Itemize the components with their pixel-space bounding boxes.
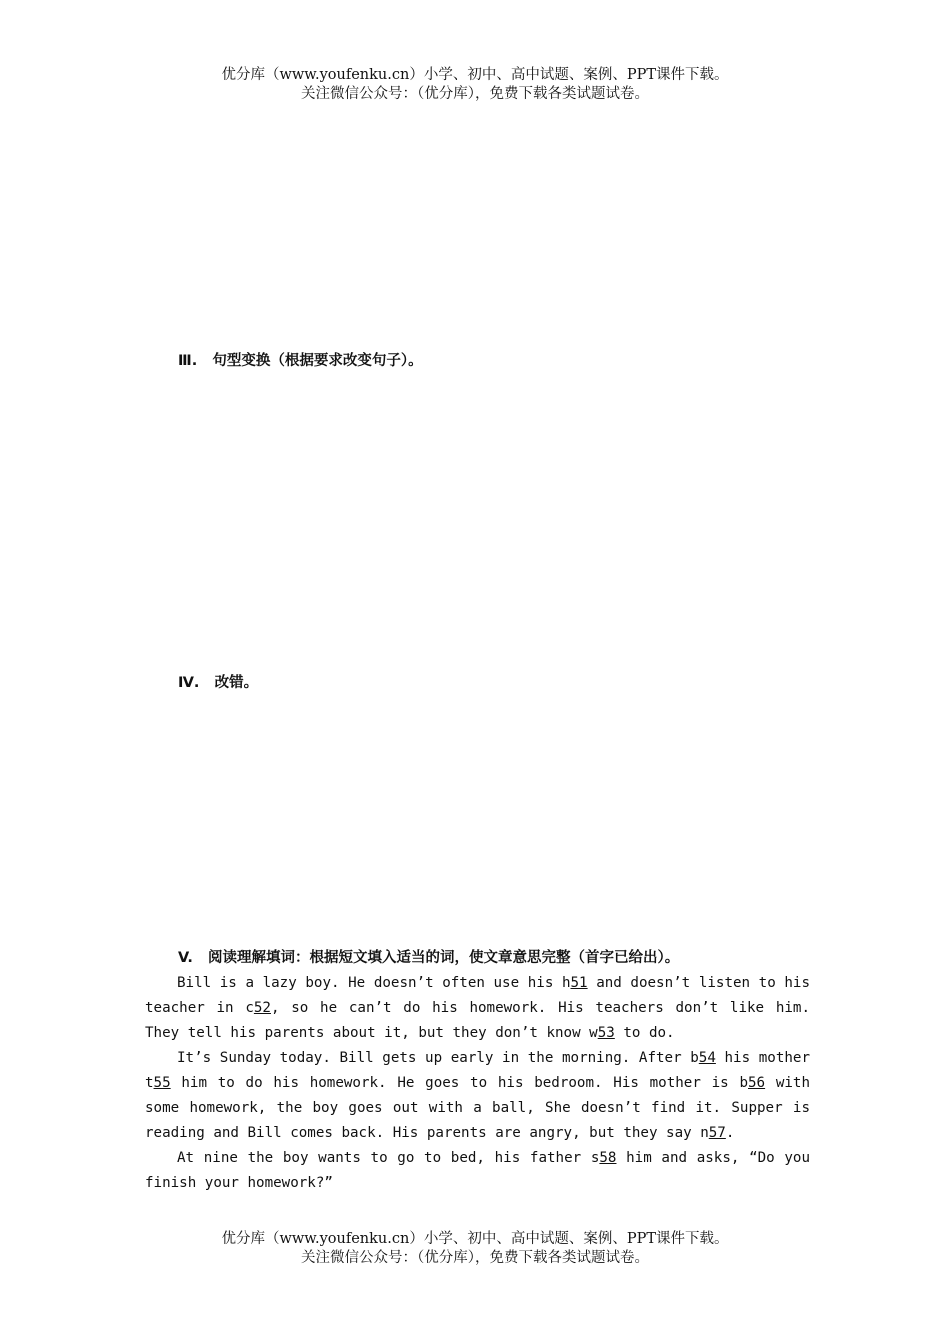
passage-text: . — [725, 1125, 735, 1141]
q43-answer-row — [145, 521, 810, 546]
q49-letters-row — [145, 871, 810, 896]
passage-text: It’s Sunday today. Bill gets up early in the morning. After b — [177, 1050, 699, 1066]
q42-answer-row — [145, 449, 810, 474]
passage-paragraph-4 — [145, 1196, 810, 1221]
passage-text: him and asks, “Do you finish your homework?” — [145, 1150, 811, 1191]
passage-text: him to do his homework. He goes to his bedroom. His mother is b — [170, 1075, 748, 1091]
passage-blank-57[interactable]: 57 — [708, 1125, 726, 1141]
footer-line-2: 关注微信公众号：（优分库），免费下载各类试题试卷。 — [301, 1250, 649, 1266]
passage-blank-51[interactable]: 51 — [570, 975, 588, 991]
passage-text: At nine the boy wants to go to bed, his father s — [177, 1150, 600, 1166]
q38-row — [145, 149, 810, 174]
q48-letters-row — [145, 821, 810, 846]
q49-row — [145, 846, 810, 871]
passage-paragraph-3 — [145, 1146, 810, 1196]
page-header — [0, 66, 950, 104]
page-footer — [0, 1230, 950, 1268]
passage-blank-53[interactable]: 53 — [597, 1025, 615, 1041]
q41-answer-row — [145, 399, 810, 424]
q37-options-row — [145, 124, 810, 149]
q38-answer-row — [145, 174, 810, 199]
passage-blank-52[interactable]: 52 — [253, 1000, 271, 1016]
q41-row — [145, 374, 810, 399]
q45-row — [145, 596, 810, 621]
passage-blank-56[interactable]: 56 — [748, 1075, 766, 1091]
q43-row — [145, 474, 810, 499]
passage-paragraph-2 — [145, 1046, 810, 1146]
passage-text: , so he can’t do his homework. His teachers don’t like him. They tell his parents about it, but they don’t know w — [145, 1000, 810, 1041]
section-5-title: V. 阅读理解填词：根据短文填入适当的词，使文章意思完整（首字已给出）。 — [178, 950, 680, 966]
passage-blank-55[interactable]: 55 — [153, 1075, 171, 1091]
q39-options-row — [145, 249, 810, 274]
q38-options-row — [145, 199, 810, 224]
q50-letters-row — [145, 921, 810, 946]
passage-text: with some homework, the boy goes out with a ball, She doesn’t find it. Supper is reading and Bill comes back. His parents are angry, but they say n — [145, 1075, 810, 1141]
q40-row — [145, 274, 810, 299]
header-line-1: 优分库（www.youfenku.cn）小学、初中、高中试题、案例、PPT课件下载。 — [221, 67, 729, 83]
passage-text: to do. — [614, 1025, 675, 1041]
passage-paragraph-1 — [145, 971, 810, 1046]
section-4-title: Ⅳ. 改错。 — [178, 675, 259, 691]
exam-content — [145, 124, 810, 1221]
q42-row — [145, 424, 810, 449]
section-3-title: Ⅲ. 句型变换（根据要求改变句子）。 — [178, 353, 423, 369]
q46-row — [145, 696, 810, 721]
header-line-2: 关注微信公众号：（优分库），免费下载各类试题试卷。 — [301, 86, 649, 102]
passage-text: his mother t — [145, 1050, 810, 1091]
passage-blank-58[interactable]: 58 — [599, 1150, 617, 1166]
q46-letters-row — [145, 721, 810, 746]
passage-text: Bill is a lazy boy. He doesn’t often use his h — [177, 975, 571, 991]
passage-text: and doesn’t listen to his teacher in c — [145, 975, 810, 1016]
passage-blank-54[interactable]: 54 — [698, 1050, 716, 1066]
q44-answer-row — [145, 571, 810, 596]
q43-wrap-row — [145, 499, 810, 521]
q48-row — [145, 796, 810, 821]
footer-line-1: 优分库（www.youfenku.cn）小学、初中、高中试题、案例、PPT课件下载。 — [221, 1231, 729, 1247]
q44-row — [145, 546, 810, 571]
q47-letters-row — [145, 771, 810, 796]
q40-options-row — [145, 299, 810, 324]
q47-row — [145, 746, 810, 771]
q39-row — [145, 224, 810, 249]
q45-answer-row — [145, 621, 810, 646]
q50-row — [145, 896, 810, 921]
